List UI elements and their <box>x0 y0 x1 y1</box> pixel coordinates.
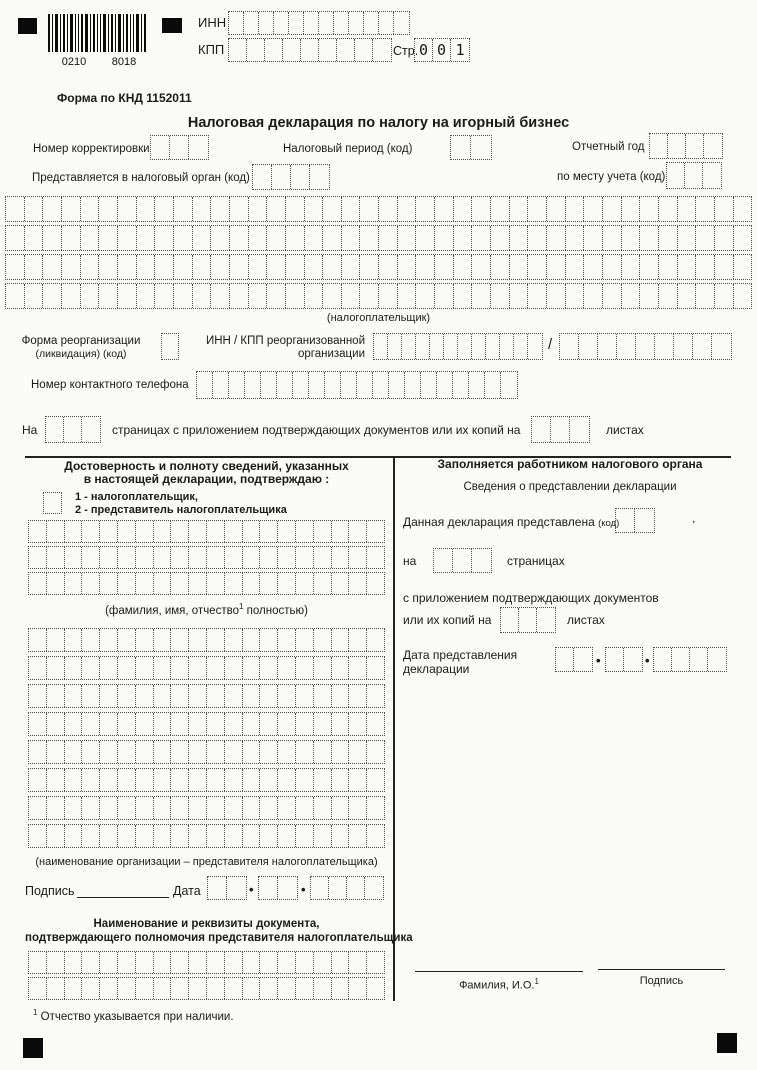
confirmation-option-1: 1 - налогоплательщик, <box>75 491 198 503</box>
registration-mark-bottom-right <box>717 1033 737 1053</box>
date-separator: • <box>301 882 306 897</box>
submitted-label: Данная декларация представлена (код) <box>403 515 620 529</box>
registration-mark-bottom-left <box>23 1038 43 1058</box>
barcode-digits-left: 0210 <box>61 56 87 68</box>
sheets-label: листах <box>606 423 644 437</box>
kpp-label: КПП <box>198 42 225 57</box>
doc-heading-line1: Наименование и реквизиты документа, <box>93 918 320 930</box>
date-year-field[interactable] <box>310 876 384 900</box>
reporting-year-label: Отчетный год <box>572 141 645 153</box>
inspector-signature-line[interactable] <box>598 969 725 970</box>
office-subheading: Сведения о представлении декларации <box>463 481 677 493</box>
taxpayer-caption: (налогоплательщик) <box>326 312 431 324</box>
page-digit: 0 <box>433 39 451 61</box>
office-pages-field[interactable] <box>433 548 492 573</box>
submission-date-label: Дата представления декларации <box>403 648 518 676</box>
stray-mark: , <box>692 511 696 525</box>
tax-authority-code-field[interactable] <box>252 164 330 190</box>
date-separator: • <box>596 653 601 668</box>
inn-kpp-separator: / <box>548 336 553 353</box>
taxpayer-confirmation-section <box>25 456 413 1066</box>
section-divider-vertical <box>393 456 395 1001</box>
office-sheets-label: листах <box>567 613 605 627</box>
sheets-count-field[interactable] <box>531 416 590 443</box>
pages-text: страницах с приложением подтверждающих документов или их копий на <box>112 423 521 437</box>
attachments-text: с приложением подтверждающих документов <box>403 591 659 605</box>
confirmation-heading-line1: Достоверность и полноту сведений, указанных <box>64 459 349 473</box>
confirmation-option-2: 2 - представитель налогоплательщика <box>75 504 287 516</box>
tax-office-section <box>400 456 740 1066</box>
place-code-label: по месту учета (код) <box>557 171 666 183</box>
signature-label: Подпись <box>25 884 75 898</box>
knd-form-code: Форма по КНД 1152011 <box>57 91 192 105</box>
reporting-year-field[interactable] <box>649 133 723 159</box>
org-name-grid[interactable] <box>28 628 385 852</box>
submission-date-month-field[interactable] <box>605 647 643 672</box>
confirmation-heading-line2: в настоящей декларации, подтверждаю : <box>83 472 330 486</box>
office-heading: Заполняется работником налогового органа <box>437 457 703 471</box>
reorg-kpp-field[interactable] <box>559 333 732 360</box>
barcode <box>48 14 148 68</box>
fio-caption: (фамилия, имя, отчество$^1$ полностью) <box>105 602 308 617</box>
inn-field[interactable] <box>228 11 410 35</box>
page-number-field[interactable] <box>414 38 470 62</box>
correction-number-field[interactable] <box>150 135 209 160</box>
authority-doc-grid[interactable] <box>28 951 385 1003</box>
phone-field[interactable] <box>196 371 518 399</box>
date-separator: • <box>645 653 650 668</box>
tax-authority-label: Представляется в налоговый орган (код) <box>32 172 250 184</box>
fio-grid[interactable] <box>28 520 385 598</box>
submission-date-day-field[interactable] <box>555 647 593 672</box>
phone-label: Номер контактного телефона <box>31 379 189 391</box>
pages-count-field[interactable] <box>45 416 101 443</box>
reorg-form-label: Форма реорганизации (ликвидация) (код) <box>21 335 141 361</box>
page-label: Стр. <box>393 44 419 58</box>
confirmation-type-field[interactable] <box>43 492 62 514</box>
taxpayer-name-grid[interactable] <box>5 196 752 312</box>
tax-period-label: Налоговый период (код) <box>283 143 413 155</box>
inspector-name-line[interactable] <box>415 971 583 972</box>
office-sheets-field[interactable] <box>500 607 556 633</box>
inn-label: ИНН <box>198 15 227 30</box>
copies-label: или их копий на <box>403 613 492 627</box>
date-separator: • <box>249 882 254 897</box>
doc-heading-line2: подтверждающего полномочия представителя налогоплательщика <box>25 932 413 944</box>
page-digit: 1 <box>455 41 465 59</box>
date-label: Дата <box>173 884 201 898</box>
page-digit: 0 <box>415 39 433 61</box>
reorg-code-field[interactable] <box>161 333 179 360</box>
reorg-innkpp-label: ИНН / КПП реорганизованной организации <box>205 335 365 361</box>
office-pages-label: страницах <box>507 554 565 568</box>
barcode-digits-right: 8018 <box>111 56 137 68</box>
registration-mark-top-left <box>18 18 37 34</box>
office-on-label: на <box>403 554 417 568</box>
pages-on-label: На <box>22 423 38 437</box>
correction-number-label: Номер корректировки <box>33 143 150 155</box>
page-title: Налоговая декларация по налогу на игорный бизнес <box>187 115 570 131</box>
reorg-inn-field[interactable] <box>373 333 543 360</box>
submission-date-year-field[interactable] <box>653 647 727 672</box>
place-code-field[interactable] <box>666 162 722 189</box>
registration-mark-top-left-2 <box>162 18 182 33</box>
submission-code-field[interactable] <box>615 508 655 533</box>
kpp-field[interactable] <box>228 38 392 62</box>
date-day-field[interactable] <box>207 876 247 900</box>
org-caption: (наименование организации – представителя налогоплательщика) <box>35 856 378 868</box>
footnote: $^1$ Отчество указывается при наличии. <box>33 1008 234 1023</box>
tax-period-field[interactable] <box>450 135 492 160</box>
inspector-signature-label: Подпись <box>639 975 684 987</box>
date-month-field[interactable] <box>258 876 298 900</box>
inspector-name-label: Фамилия, И.О.$^1$ <box>459 977 539 992</box>
signature-line[interactable] <box>77 897 169 898</box>
